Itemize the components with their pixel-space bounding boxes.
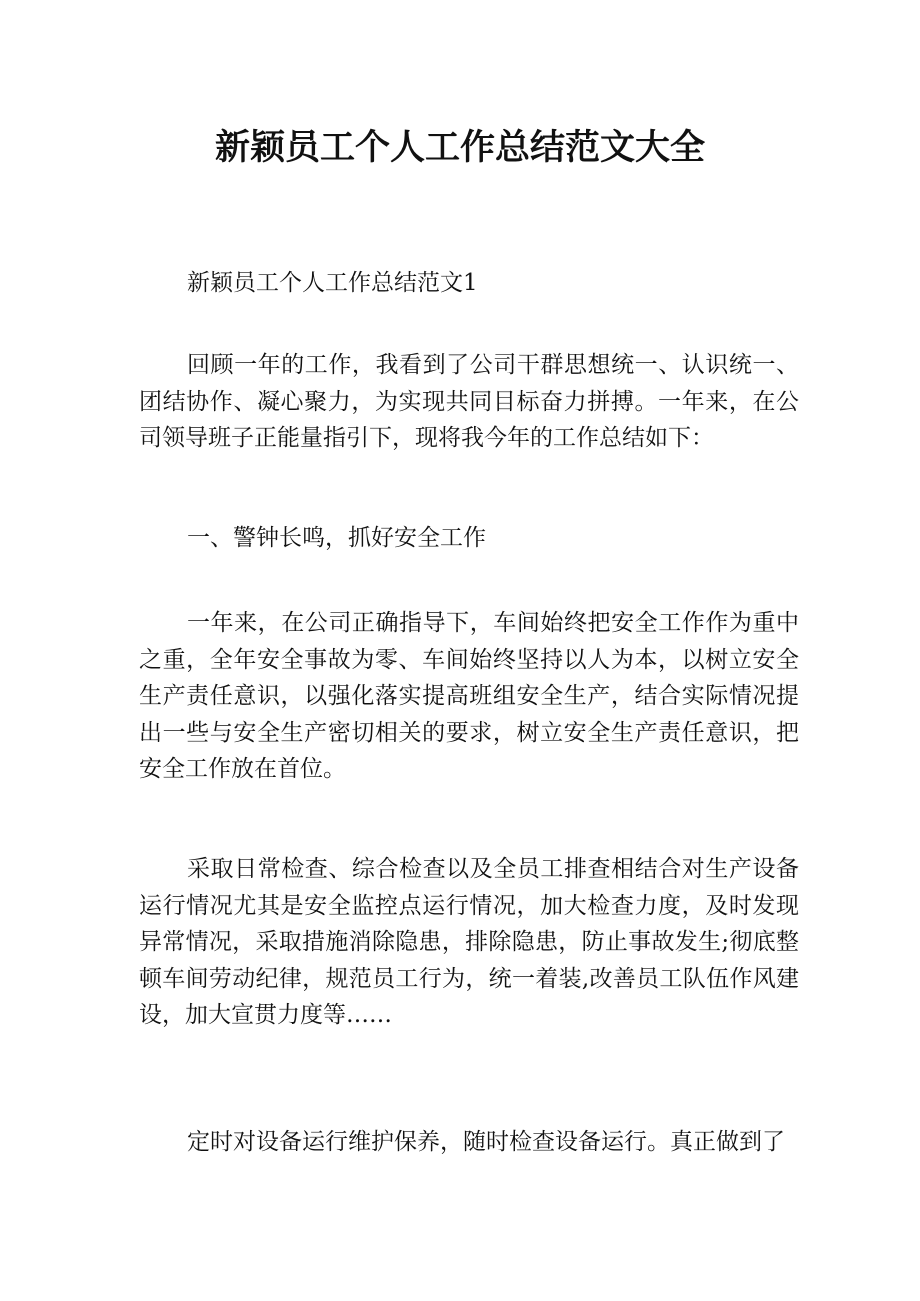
- paragraph-maintenance: 定时对设备运行维护保养，随时检查设备运行。真正做到了: [187, 1129, 785, 1155]
- paragraph-inspection: 采取日常检查、综合检查以及全员工排查相结合对生产设备运行情况尤其是安全监控点运行情况，加大检查力度，及时发现异常情况，采取措施消除隐患，排除隐患，防止事故发生;彻底整顿车间劳动纪律，规范员工行为，统一着装,改善员工队伍作风建设，加大宣贯力度等……: [139, 856, 799, 1028]
- document-title: 新颖员工个人工作总结范文大全: [214, 128, 705, 168]
- subheading-safety: 一、警钟长鸣，抓好安全工作: [187, 525, 486, 551]
- section-heading: 新颖员工个人工作总结范文1: [187, 270, 478, 296]
- paragraph-intro: 回顾一年的工作，我看到了公司干群思想统一、认识统一、团结协作、凝心聚力，为实现共同目标奋力拼搏。一年来，在公司领导班子正能量指引下，现将我今年的工作总结如下：: [139, 352, 799, 451]
- paragraph-safety: 一年来，在公司正确指导下，车间始终把安全工作作为重中之重，全年安全事故为零、车间始终坚持以人为本，以树立安全生产责任意识，以强化落实提高班组安全生产，结合实际情况提出一些与安全生产密切相关的要求，树立安全生产责任意识，把安全工作放在首位。: [139, 610, 799, 782]
